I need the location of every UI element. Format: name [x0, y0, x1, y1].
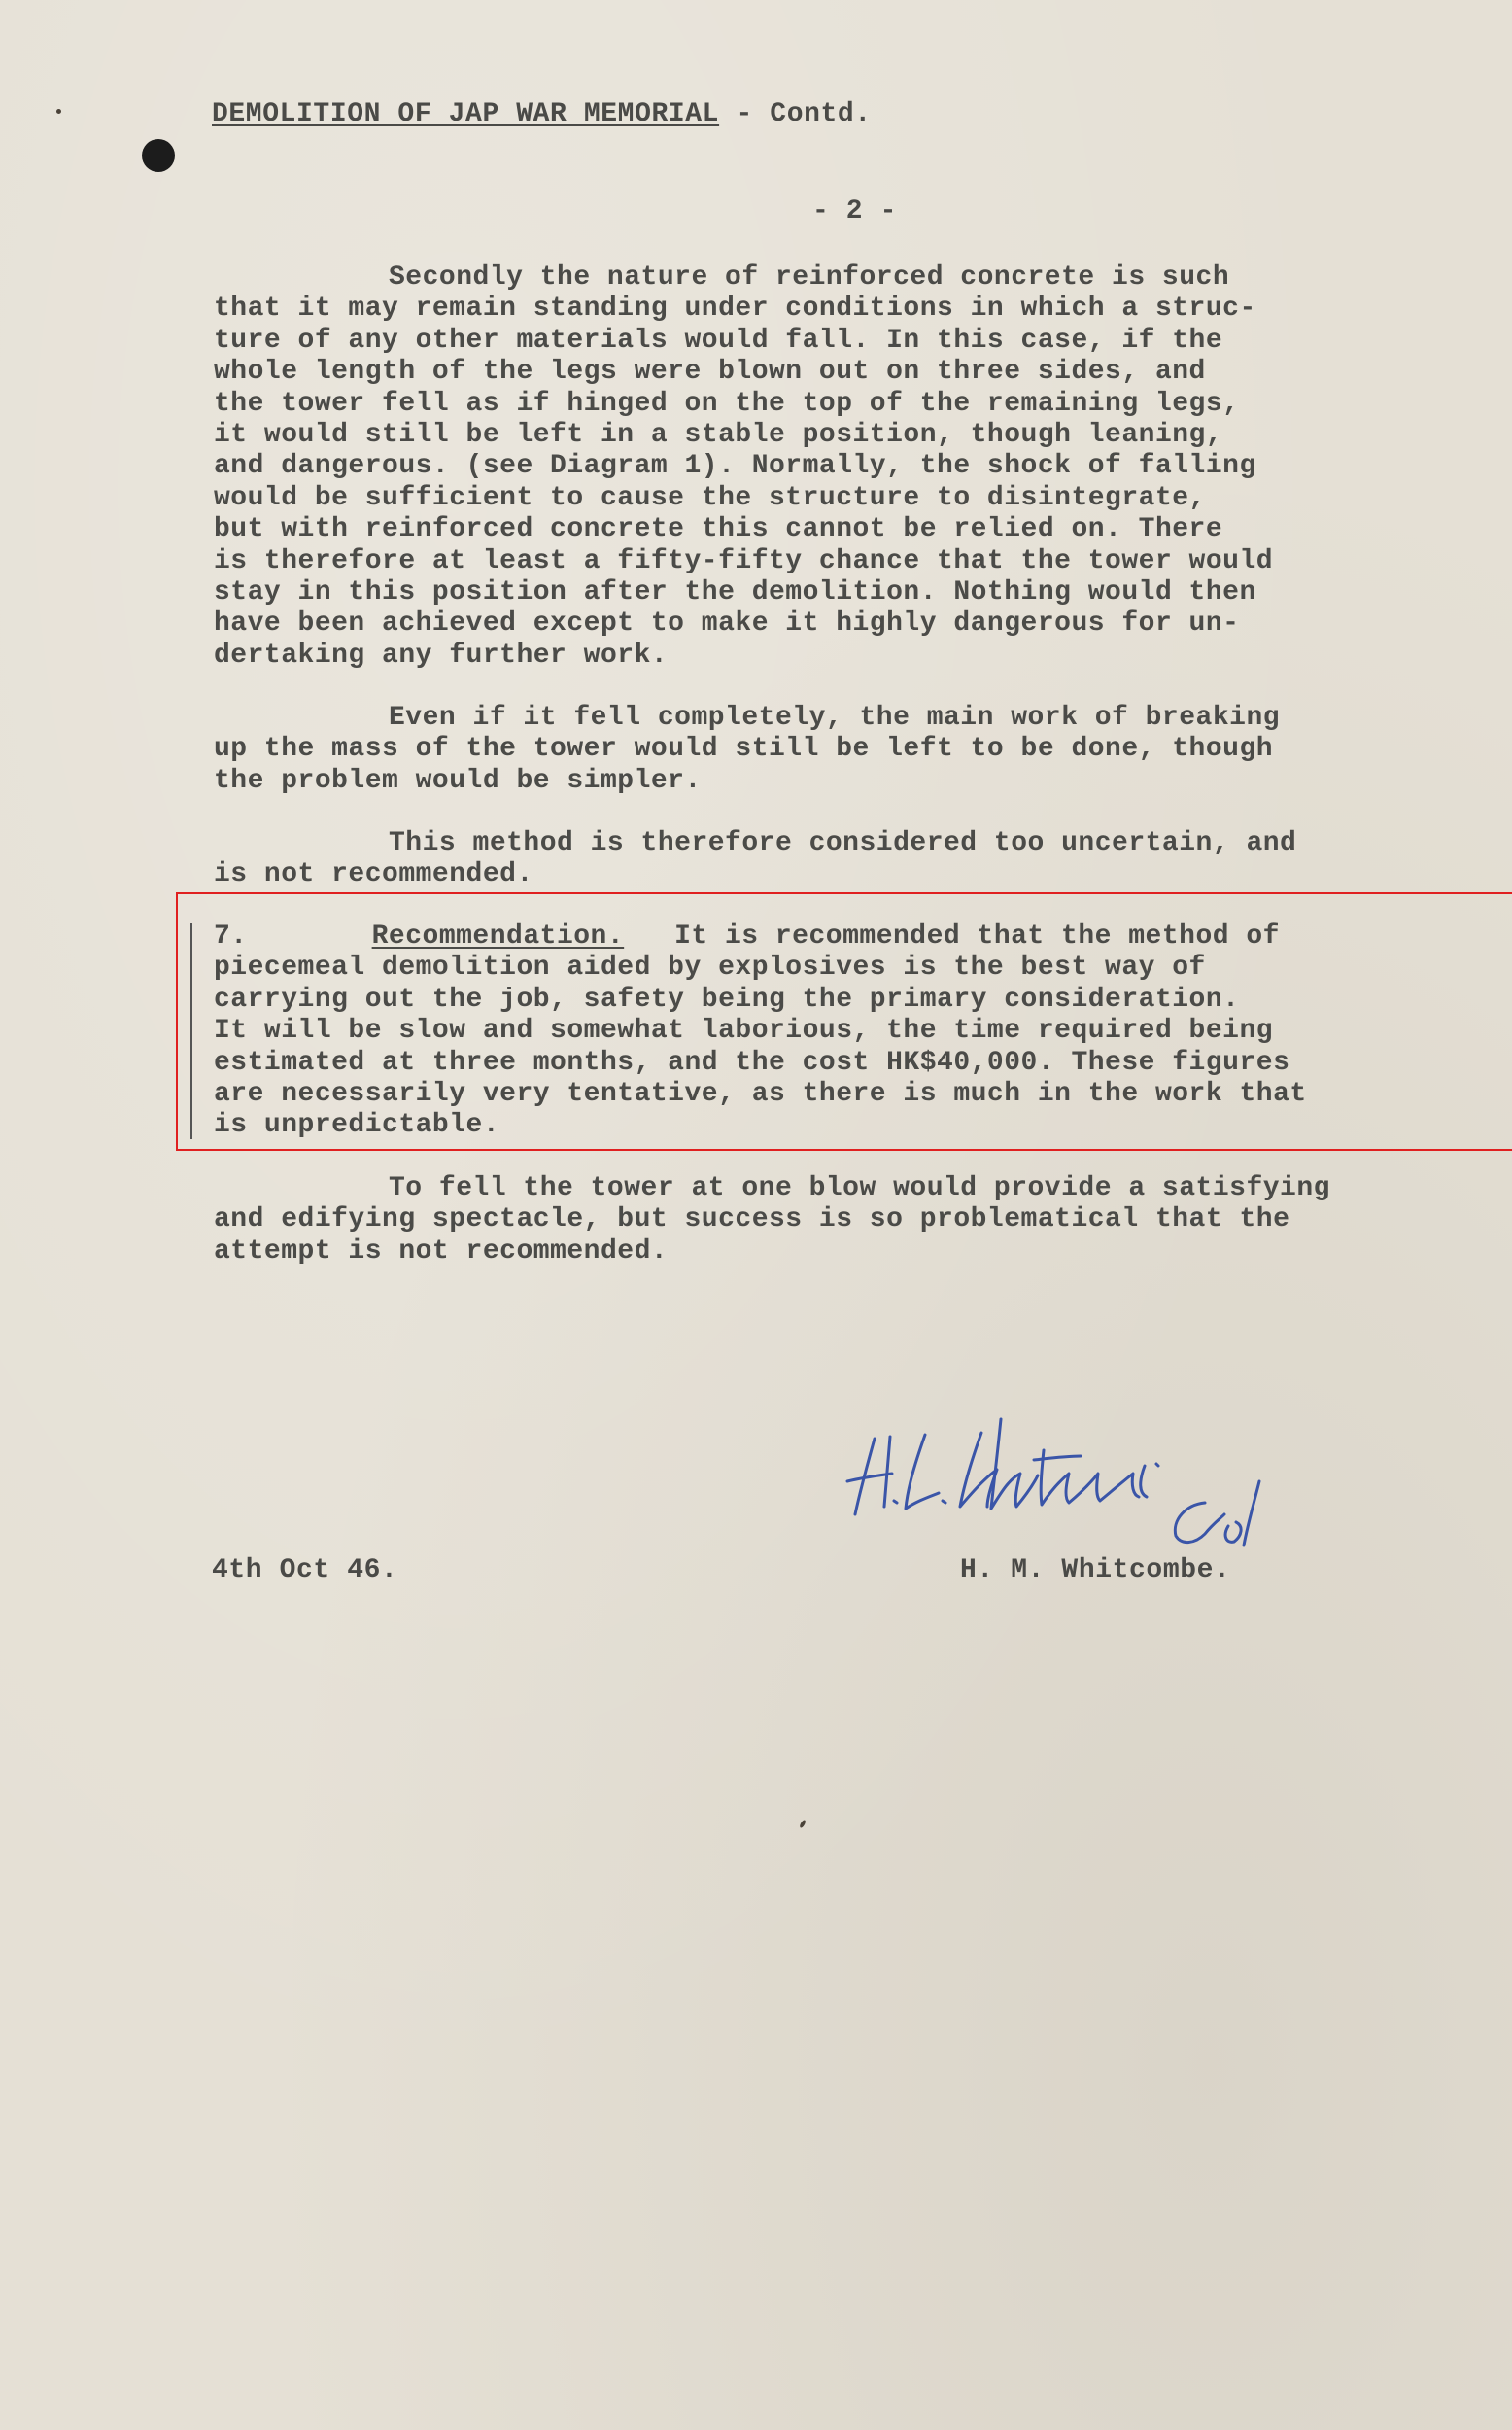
text-line: the problem would be simpler. — [214, 765, 702, 796]
text-line: whole length of the legs were blown out on three sides, and — [214, 357, 1206, 388]
text-line: dertaking any further work. — [214, 640, 669, 671]
text-line: Even if it fell completely, the main work of breaking — [389, 703, 1281, 733]
paragraph-not-recommended — [214, 828, 1296, 891]
paragraph-even-if-fell — [214, 703, 1280, 797]
text-fragment: It is recommended that the method of — [624, 921, 1280, 952]
text-line: would be sufficient to cause the structure to disintegrate, — [214, 482, 1206, 513]
typed-signature-name: H. M. Whitcombe. — [960, 1555, 1231, 1585]
page-number: - 2 - — [812, 196, 898, 226]
text-line: the tower fell as if hinged on the top of the remaining legs, — [214, 388, 1240, 419]
text-line: that it may remain standing under conditions in which a struc- — [214, 294, 1256, 325]
text-line: is therefore at least a fifty-fifty chance that the tower would — [214, 545, 1274, 576]
text-line — [214, 921, 1307, 953]
text-line: attempt is not recommended. — [214, 1235, 669, 1267]
text-line: stay in this position after the demolition. Nothing would then — [214, 577, 1256, 608]
text-line: ture of any other materials would fall. In this case, if the — [214, 325, 1223, 356]
text-line: Secondly the nature of reinforced concrete is such — [389, 262, 1230, 293]
text-line: estimated at three months, and the cost HK$40,000. These figures — [214, 1047, 1290, 1078]
document-heading — [212, 99, 872, 131]
handwritten-signature — [836, 1400, 1302, 1555]
text-line: are necessarily very tentative, as there is much in the work that — [214, 1079, 1307, 1110]
text-line: piecemeal demolition aided by explosives is the best way of — [214, 953, 1206, 984]
text-line: To fell the tower at one blow would provide a satisfying — [389, 1173, 1330, 1203]
text-line: have been achieved except to make it highly dangerous for un- — [214, 608, 1240, 640]
paragraph-fell-at-one-blow — [214, 1173, 1330, 1267]
punch-hole — [142, 139, 175, 172]
text-line: It will be slow and somewhat laborious, the time required being — [214, 1016, 1274, 1047]
text-line: is unpredictable. — [214, 1110, 500, 1141]
text-line: and edifying spectacle, but success is so problematical that the — [214, 1204, 1290, 1235]
text-line: carrying out the job, safety being the primary consideration. — [214, 984, 1240, 1015]
text-line: This method is therefore considered too uncertain, and — [389, 828, 1297, 858]
margin-mark — [190, 923, 192, 1139]
text-line: but with reinforced concrete this cannot be relied on. There — [214, 514, 1223, 545]
document-date: 4th Oct 46. — [212, 1555, 398, 1585]
heading-title: DEMOLITION OF JAP WAR MEMORIAL — [212, 99, 720, 129]
text-line: is not recommended. — [214, 859, 533, 890]
heading-suffix: - Contd. — [719, 99, 872, 129]
text-line: it would still be left in a stable position, though leaning, — [214, 420, 1223, 451]
text-line: up the mass of the tower would still be left to be done, though — [214, 734, 1274, 765]
paper-speck — [799, 1820, 807, 1829]
section-heading: Recommendation. — [371, 921, 625, 952]
paragraph-recommendation — [214, 921, 1307, 1142]
text-line: and dangerous. (see Diagram 1). Normally, the shock of falling — [214, 451, 1256, 482]
paragraph-reinforced-concrete — [214, 262, 1273, 672]
paper-speck — [56, 109, 61, 114]
section-number: 7. — [214, 921, 248, 952]
